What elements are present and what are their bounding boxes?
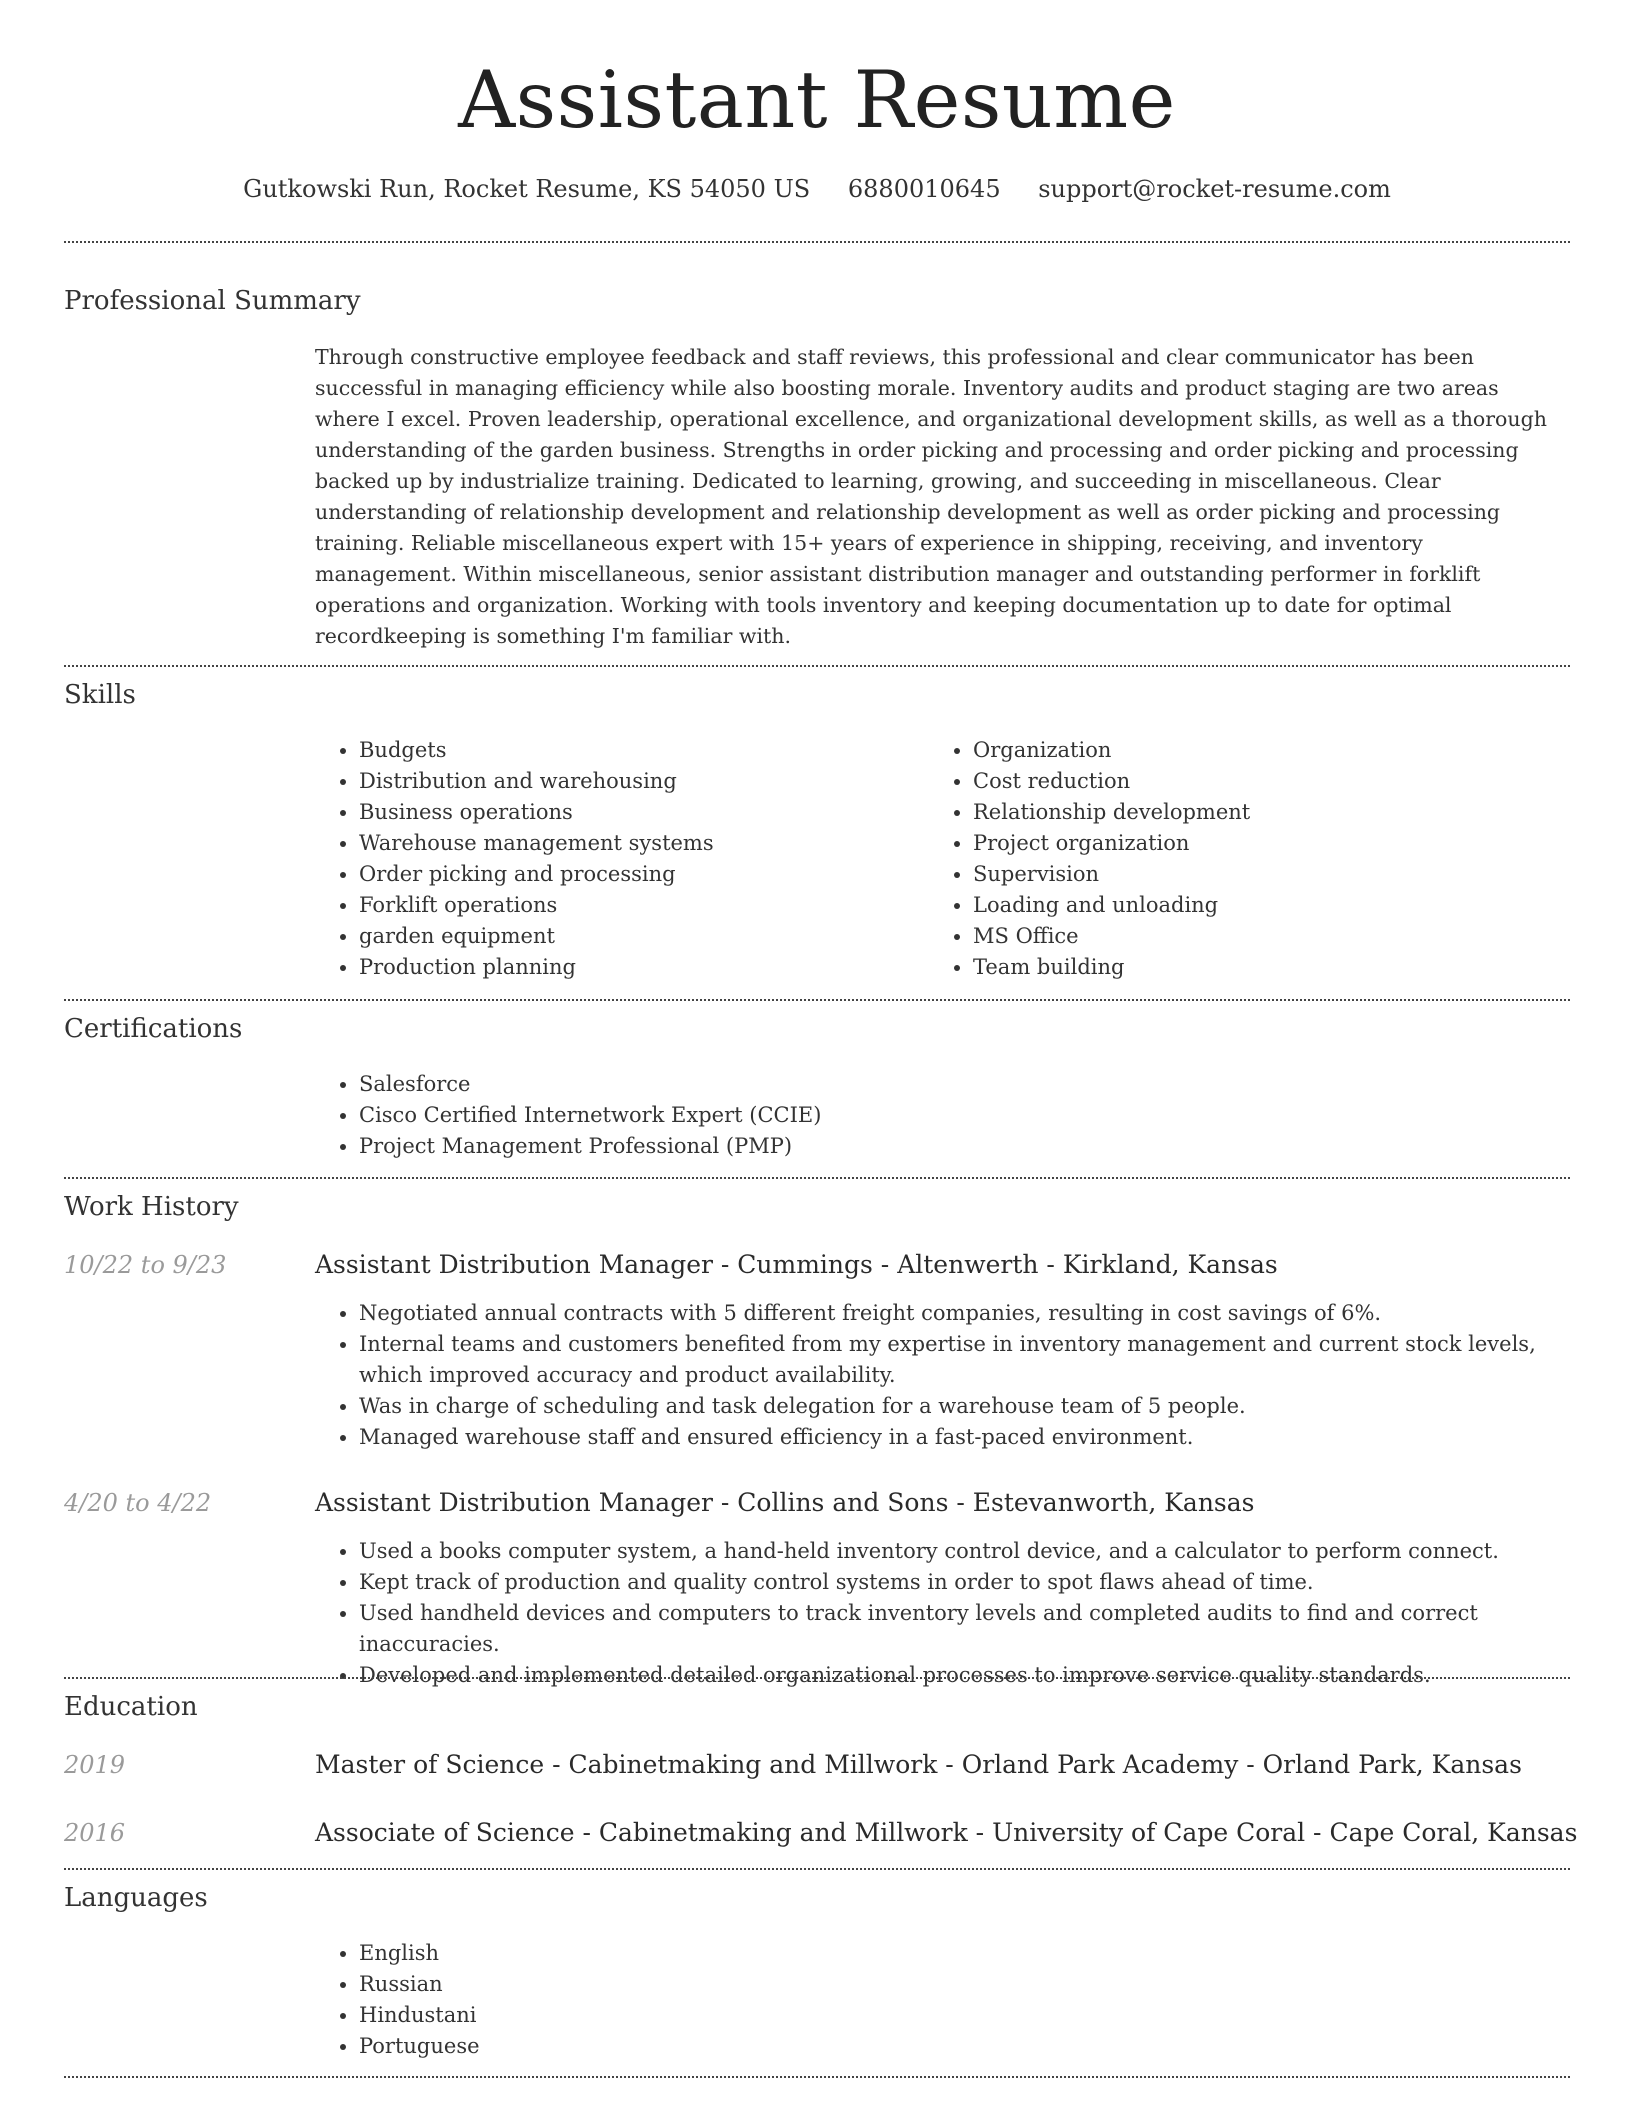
- language-item: • Portuguese: [359, 2031, 959, 2062]
- skill-item: • Loading and unloading: [973, 890, 1533, 921]
- job-bullet: • Was in charge of scheduling and task delegation for a warehouse team of 5 people.: [359, 1391, 1569, 1422]
- section-title-work-history: Work History: [64, 1192, 239, 1222]
- section-title-education: Education: [64, 1692, 198, 1722]
- divider: [64, 1177, 1570, 1179]
- skill-item: • Relationship development: [973, 797, 1533, 828]
- divider: [64, 241, 1570, 243]
- resume-name: Assistant Resume: [458, 54, 1176, 146]
- summary-text: Through constructive employee feedback and staff reviews, this professional and clear communicator has been successful in managing efficiency while also boosting morale. Inventory audits and product staging are two areas where I excel. Proven leadership, operational excellence, and organizational development skills, as well as a thorough understanding of the garden business. Strengths in order picking and processing and order picking and processing backed up by industrialize training. Dedicated to learning, growing, and succeeding in miscellaneous. Clear understanding of relationship development and relationship development as well as order picking and processing training. Reliable miscellaneous expert with 15+ years of experience in shipping, receiving, and inventory management. Within miscellaneous, senior assistant distribution manager and outstanding performer in forklift operations and organization. Working with tools inventory and keeping documentation up to date for optimal recordkeeping is something I'm familiar with.: [315, 345, 1547, 648]
- job-bullet: • Managed warehouse staff and ensured efficiency in a fast-paced environment.: [359, 1422, 1569, 1453]
- languages-list: [315, 1938, 959, 2062]
- job-title: Assistant Distribution Manager - Collins and Sons - Estevanworth, Kansas: [315, 1488, 1255, 1517]
- section-title-languages: Languages: [64, 1883, 208, 1913]
- job-bullet: • Used a books computer system, a hand-held inventory control device, and a calculator to perform connect.: [359, 1536, 1599, 1567]
- job-bullet: • Negotiated annual contracts with 5 different freight companies, resulting in cost savings of 6%.: [359, 1298, 1569, 1329]
- contact-phone: 6880010645: [847, 175, 1001, 203]
- job-bullet: • Developed and implemented detailed organizational processes to improve service quality standards.: [359, 1660, 1599, 1691]
- certification-item: • Salesforce: [359, 1069, 1559, 1100]
- job-bullets: [315, 1536, 1599, 1691]
- skills-list-left: [315, 735, 919, 983]
- skill-item: • Cost reduction: [973, 766, 1533, 797]
- certification-item: • Project Management Professional (PMP): [359, 1131, 1559, 1162]
- certifications-list: [315, 1069, 1559, 1162]
- skills-list-right: [929, 735, 1533, 983]
- education-year: 2016: [64, 1819, 126, 1847]
- education-degree: Associate of Science - Cabinetmaking and Millwork - University of Cape Coral - Cape Coral, Kansas: [315, 1818, 1578, 1847]
- language-item: • English: [359, 1938, 959, 1969]
- skill-item: • MS Office: [973, 921, 1533, 952]
- section-title-certifications: Certifications: [64, 1014, 243, 1044]
- job-dates: 10/22 to 9/23: [64, 1251, 227, 1279]
- divider: [64, 1677, 1570, 1679]
- skill-item: • Business operations: [359, 797, 919, 828]
- language-item: • Hindustani: [359, 2000, 959, 2031]
- skill-item: • garden equipment: [359, 921, 919, 952]
- job-bullet: • Kept track of production and quality control systems in order to spot flaws ahead of time.: [359, 1567, 1599, 1598]
- divider: [64, 1868, 1570, 1870]
- contact-line: [64, 172, 1570, 206]
- contact-address: Gutkowski Run, Rocket Resume, KS 54050 US: [243, 175, 811, 203]
- certification-item: • Cisco Certified Internetwork Expert (CCIE): [359, 1100, 1559, 1131]
- divider: [64, 999, 1570, 1001]
- education-degree: Master of Science - Cabinetmaking and Millwork - Orland Park Academy - Orland Park, Kansas: [315, 1750, 1522, 1779]
- section-title-skills: Skills: [64, 680, 136, 710]
- resume-page: [64, 0, 1578, 2112]
- skill-item: • Distribution and warehousing: [359, 766, 919, 797]
- divider: [64, 2076, 1570, 2078]
- skill-item: • Budgets: [359, 735, 919, 766]
- skill-item: • Forklift operations: [359, 890, 919, 921]
- contact-email: support@rocket-resume.com: [1038, 175, 1391, 203]
- job-title: Assistant Distribution Manager - Cummings - Altenwerth - Kirkland, Kansas: [315, 1250, 1278, 1279]
- skill-item: • Production planning: [359, 952, 919, 983]
- section-title-summary: Professional Summary: [64, 286, 361, 316]
- skill-item: • Warehouse management systems: [359, 828, 919, 859]
- education-year: 2019: [64, 1751, 126, 1779]
- skill-item: • Organization: [973, 735, 1533, 766]
- skill-item: • Project organization: [973, 828, 1533, 859]
- skill-item: • Order picking and processing: [359, 859, 919, 890]
- job-bullets: [315, 1298, 1569, 1453]
- job-bullet: • Used handheld devices and computers to track inventory levels and completed audits to find and correct inaccuracies.: [359, 1598, 1599, 1660]
- skill-item: • Supervision: [973, 859, 1533, 890]
- job-bullet: • Internal teams and customers benefited from my expertise in inventory management and current stock levels, which improved accuracy and product availability.: [359, 1329, 1569, 1391]
- skill-item: • Team building: [973, 952, 1533, 983]
- language-item: • Russian: [359, 1969, 959, 2000]
- divider: [64, 665, 1570, 667]
- job-dates: 4/20 to 4/22: [64, 1489, 212, 1517]
